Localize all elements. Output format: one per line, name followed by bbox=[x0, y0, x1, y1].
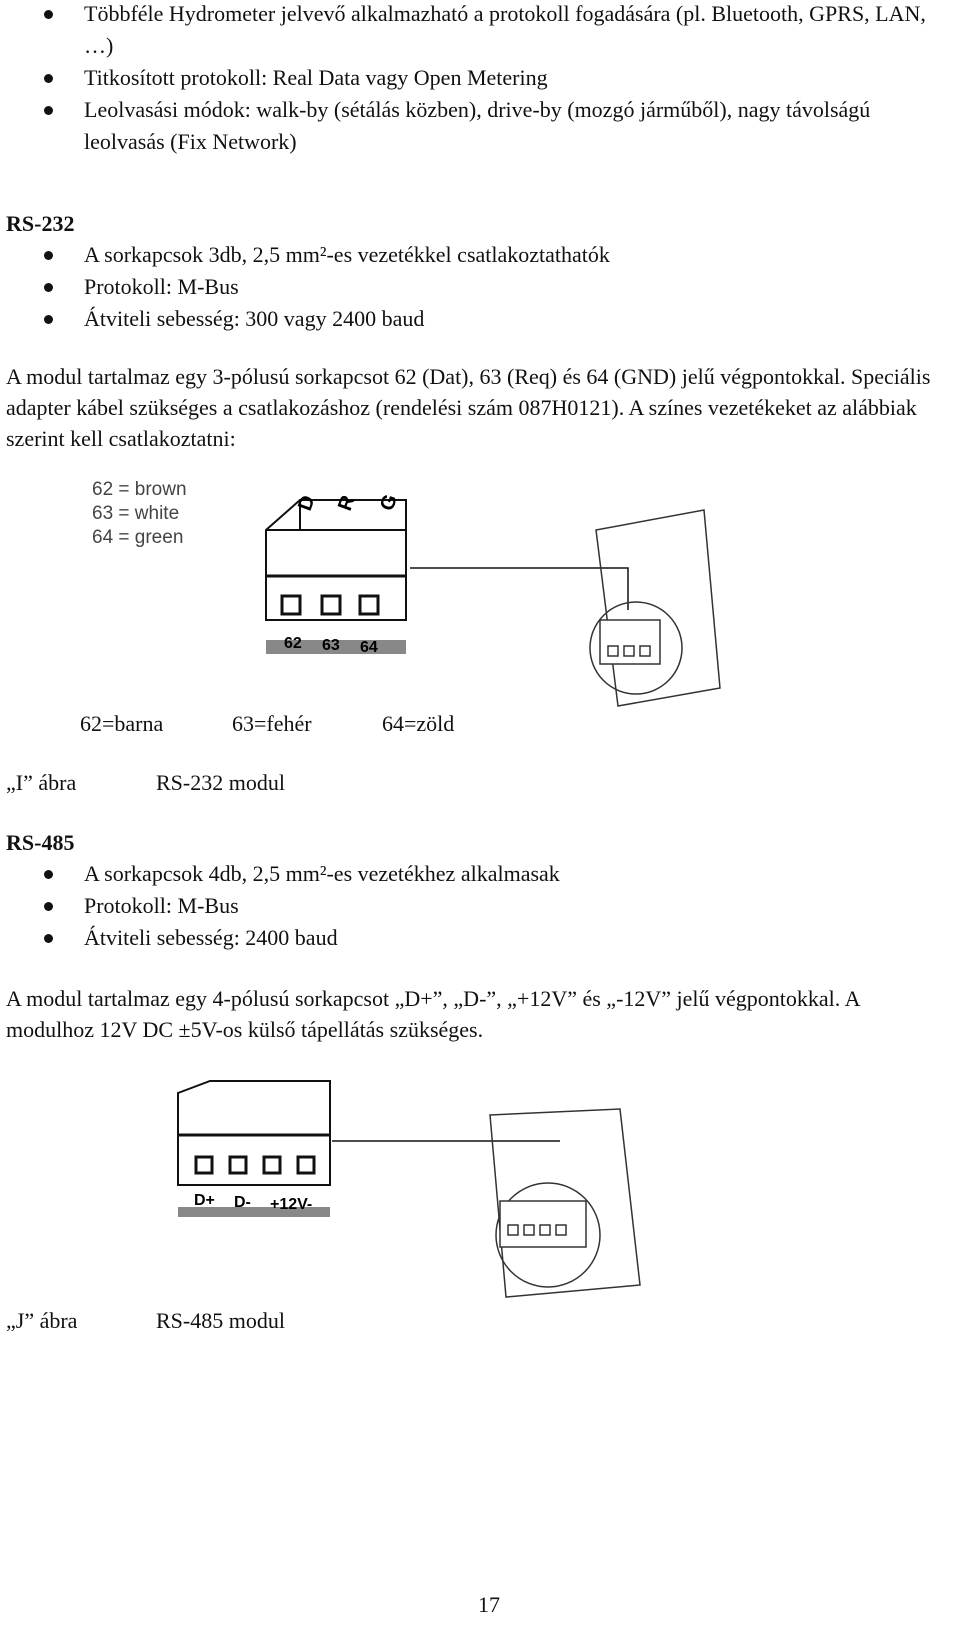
rs485-caption-text: RS-485 modul bbox=[156, 1308, 285, 1333]
list-item: A sorkapcsok 3db, 2,5 mm²-es vezetékkel csatlakoztathatók bbox=[0, 239, 610, 271]
legend-item: 63 = white bbox=[92, 503, 180, 524]
list-item: Protokoll: M-Bus bbox=[0, 890, 560, 922]
rs232-bullet-list bbox=[0, 239, 610, 335]
terminal-bottom-label: D+ bbox=[194, 1192, 215, 1209]
legend-item: 64 = green bbox=[92, 527, 184, 548]
rs232-caption-text: RS-232 modul bbox=[156, 770, 285, 795]
terminal-bottom-label: D- bbox=[234, 1194, 251, 1211]
legend-item: 62 = brown bbox=[92, 479, 187, 500]
terminal-top-label: R bbox=[334, 492, 360, 514]
page-number: 17 bbox=[478, 1592, 500, 1617]
color-mapping: 64=zöld bbox=[382, 711, 455, 736]
connector-line bbox=[410, 568, 628, 610]
list-item: Leolvasási módok: walk-by (sétálás közben), drive-by (mozgó járműből), nagy távolságú leolvasás (Fix Network) bbox=[0, 94, 940, 158]
rs232-caption-label: „I” ábra bbox=[6, 770, 77, 795]
list-item: Átviteli sebesség: 2400 baud bbox=[0, 922, 560, 954]
rs232-figure bbox=[0, 470, 960, 730]
list-item: A sorkapcsok 4db, 2,5 mm²-es vezetékhez alkalmasak bbox=[0, 858, 560, 890]
rs232-heading: RS-232 bbox=[6, 211, 75, 236]
list-item: Többféle Hydrometer jelvevő alkalmazható a protokoll fogadására (pl. Bluetooth, GPRS, LAN, …) bbox=[0, 0, 940, 62]
terminal-bottom-label: 64 bbox=[360, 639, 378, 656]
color-mapping: 63=fehér bbox=[232, 711, 312, 736]
rs485-bullet-list bbox=[0, 858, 560, 954]
terminal-bottom-label: +12V- bbox=[270, 1196, 313, 1213]
rs232-drawing bbox=[0, 470, 960, 730]
rs232-paragraph: A modul tartalmaz egy 3-pólusú sorkapcsot 62 (Dat), 63 (Req) és 64 (GND) jelű végpontokkal. Speciális adapter kábel szükséges a csatlakozáshoz (rendelési szám 087H0121). A színes vezetékeket az alábbiak szerint kell csatlakoztatni: bbox=[6, 364, 931, 451]
terminal-top-label: G bbox=[376, 491, 403, 514]
rs232-color-line bbox=[80, 711, 455, 737]
color-mapping: 62=barna bbox=[80, 711, 164, 736]
pcb-module bbox=[590, 510, 720, 706]
terminal-bottom-label: 63 bbox=[322, 637, 340, 654]
pcb-module bbox=[490, 1109, 640, 1297]
list-item: Átviteli sebesség: 300 vagy 2400 baud bbox=[0, 303, 610, 335]
terminal-block-3pole bbox=[266, 500, 406, 654]
list-item: Protokoll: M-Bus bbox=[0, 271, 610, 303]
rs485-paragraph: A modul tartalmaz egy 4-pólusú sorkapcsot „D+”, „D-”, „+12V” és „-12V” jelű végpontokkal. A modulhoz 12V DC ±5V-os külső tápellátás szükséges. bbox=[6, 986, 860, 1042]
intro-bullet-list bbox=[0, 0, 940, 158]
terminal-bottom-label: 62 bbox=[284, 635, 302, 652]
rs485-heading: RS-485 bbox=[6, 830, 75, 855]
rs485-drawing bbox=[0, 1075, 960, 1305]
rs485-caption-label: „J” ábra bbox=[6, 1308, 78, 1333]
rs485-figure bbox=[0, 1075, 960, 1305]
list-item: Titkosított protokoll: Real Data vagy Open Metering bbox=[0, 62, 940, 94]
terminal-top-label: D bbox=[294, 492, 320, 514]
